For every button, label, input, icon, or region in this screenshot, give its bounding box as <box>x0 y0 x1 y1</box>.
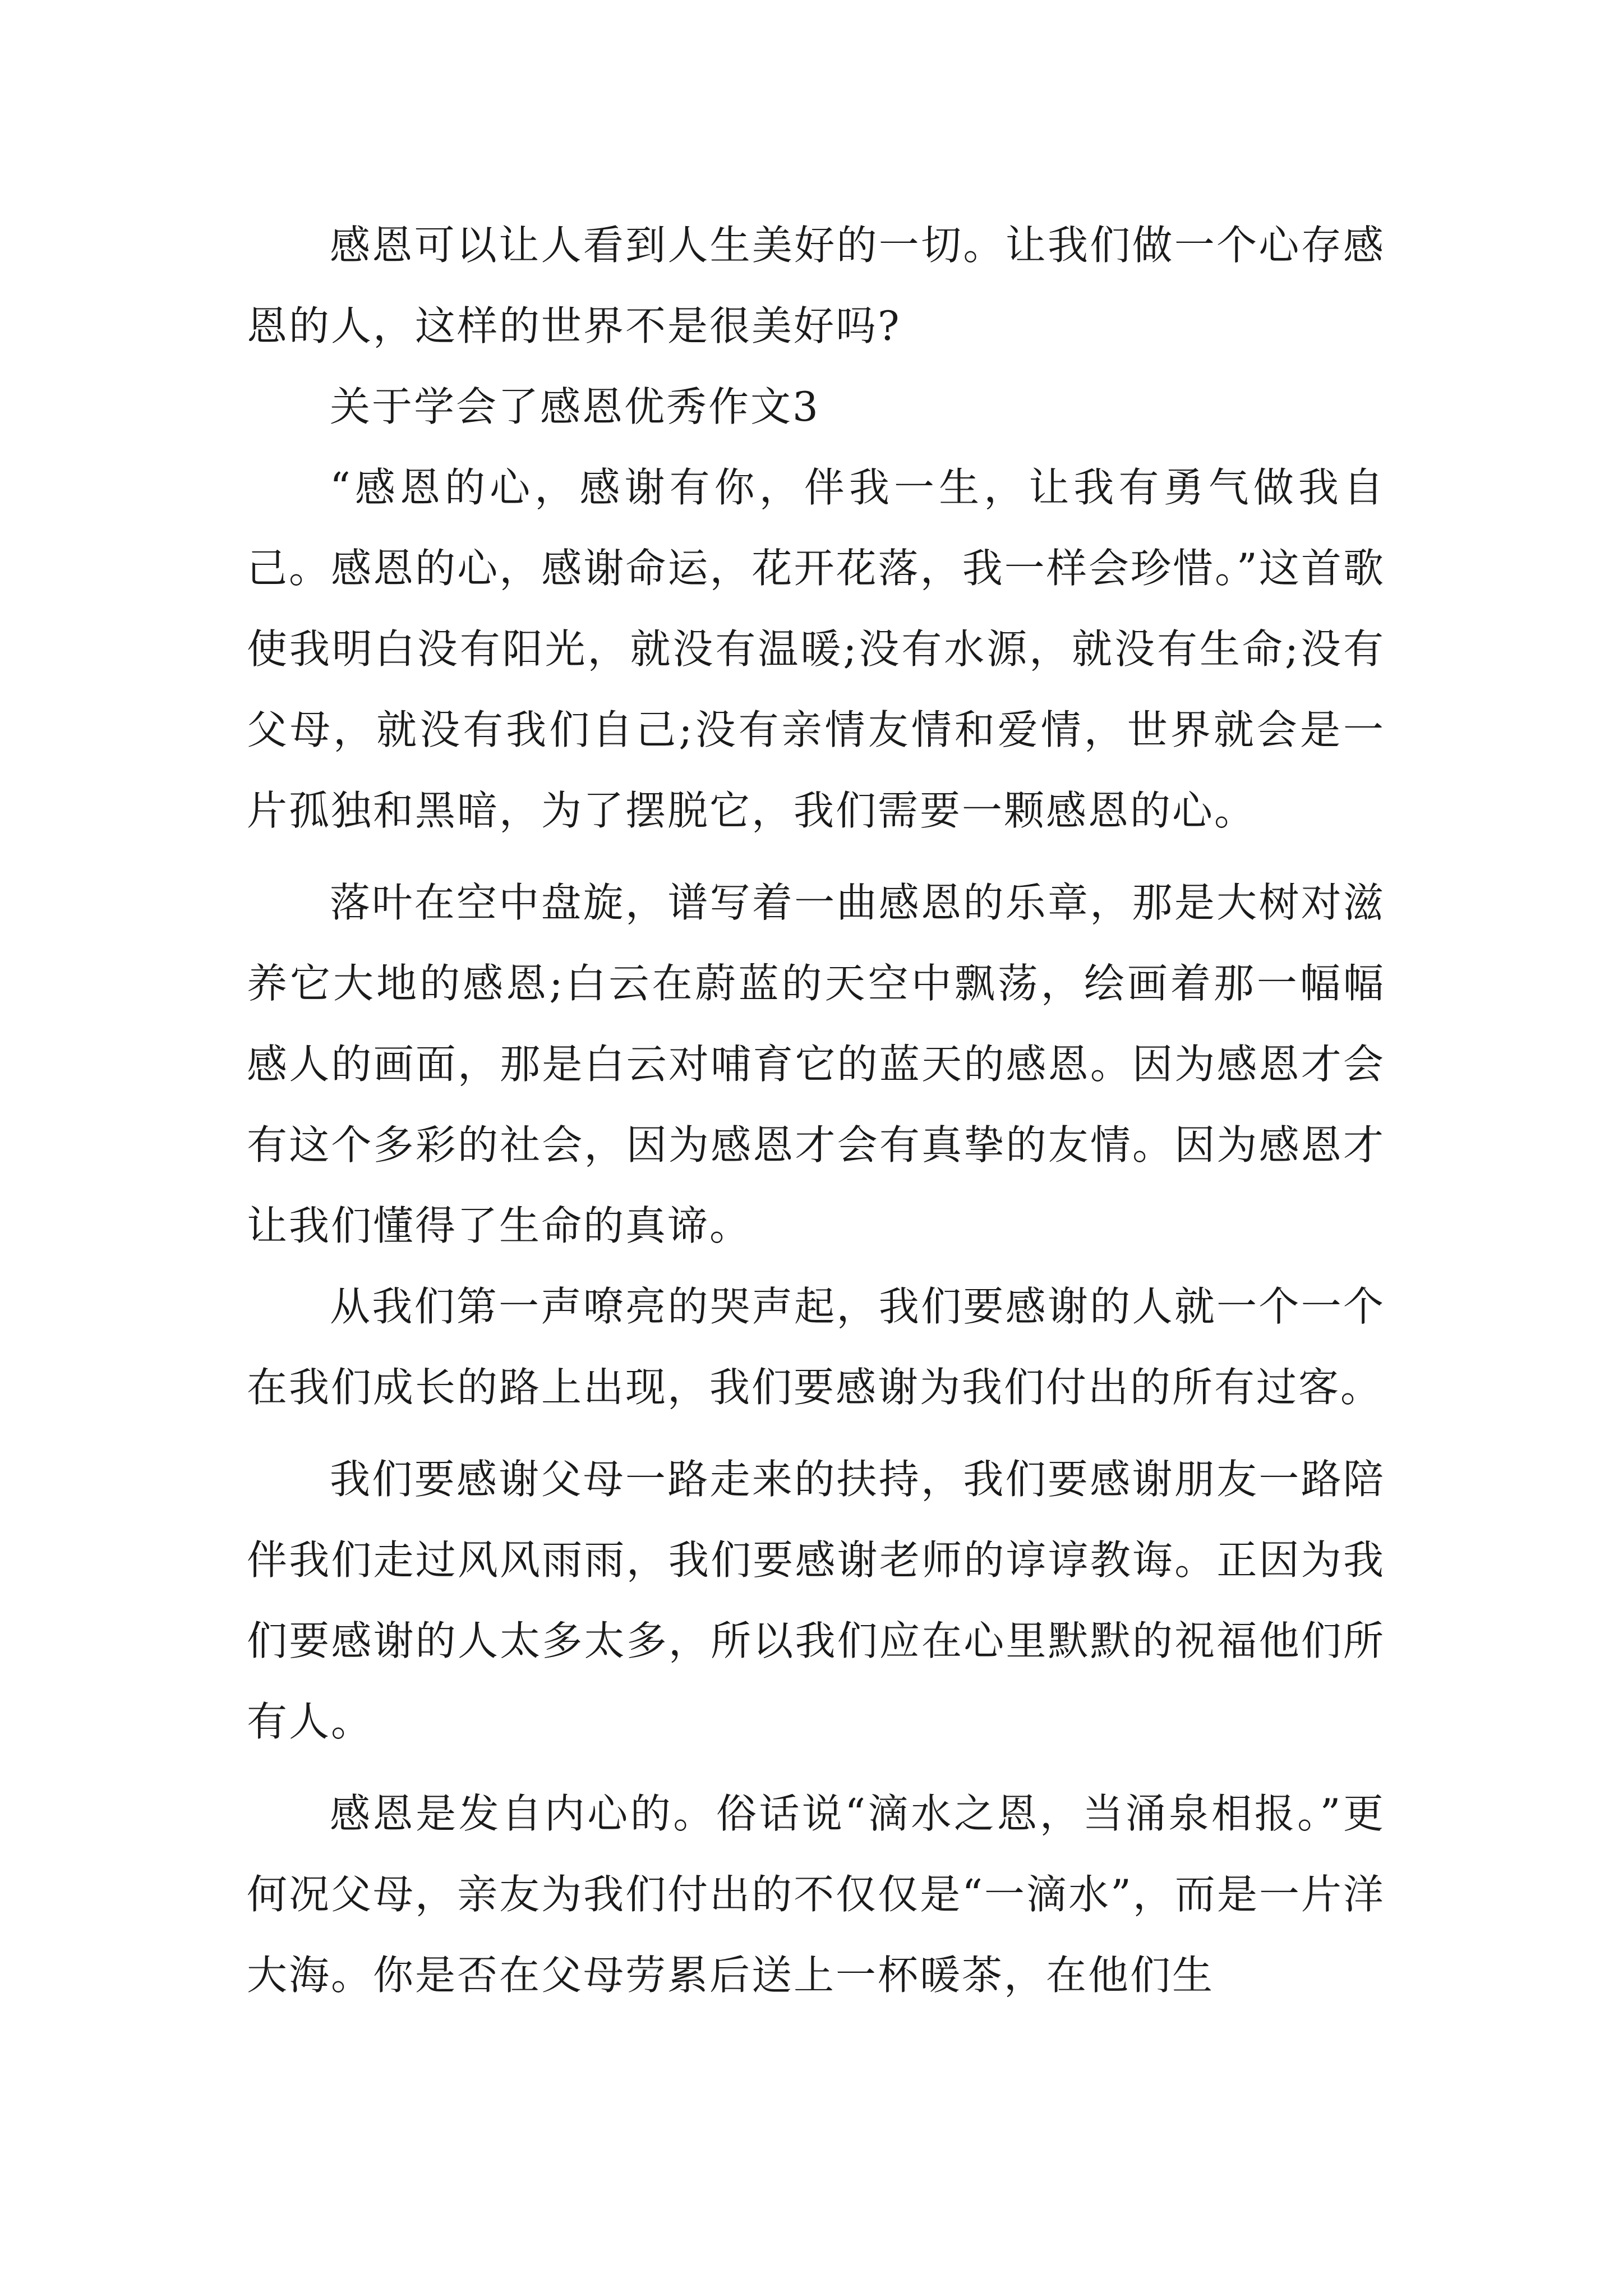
document-body <box>247 205 1385 2016</box>
paragraph-first-cry: 从我们第一声嘹亮的哭声起，我们要感谢的人就一个一个在我们成长的路上出现，我们要感谢为我们付出的所有过客。 <box>247 1283 1385 1411</box>
paragraph-leaves: 落叶在空中盘旋，谱写着一曲感恩的乐章，那是大树对滋养它大地的感恩;白云在蔚蓝的天空中飘荡，绘画着那一幅幅感人的画面，那是白云对哺育它的蓝天的感恩。因为感恩才会有这个多彩的社会，因为感恩才会有真挚的友情。因为感恩才让我们懂得了生命的真谛。 <box>247 879 1385 1249</box>
paragraph-closing-previous: 感恩可以让人看到人生美好的一切。让我们做一个心存感恩的人，这样的世界不是很美好吗? <box>247 222 1385 349</box>
paragraph-song: “感恩的心，感谢有你，伴我一生，让我有勇气做我自己。感恩的心，感谢命运，花开花落，我一样会珍惜。”这首歌使我明白没有阳光，就没有温暖;没有水源，就没有生命;没有父母，就没有我们自己;没有亲情友情和爱情，世界就会是一片孤独和黑暗，为了摆脱它，我们需要一颗感恩的心。 <box>247 464 1385 834</box>
paragraph-thanks-parents: 我们要感谢父母一路走来的扶持，我们要感谢朋友一路陪伴我们走过风风雨雨，我们要感谢老师的谆谆教诲。正因为我们要感谢的人太多太多，所以我们应在心里默默的祝福他们所有人。 <box>247 1456 1385 1745</box>
essay-heading: 关于学会了感恩优秀作文3 <box>330 383 820 430</box>
paragraph-gratitude-heart: 感恩是发自内心的。俗话说“滴水之恩，当涌泉相报。”更何况父母，亲友为我们付出的不仅仅是“一滴水”，而是一片洋大海。你是否在父母劳累后送上一杯暖茶，在他们生 <box>247 1790 1385 1999</box>
